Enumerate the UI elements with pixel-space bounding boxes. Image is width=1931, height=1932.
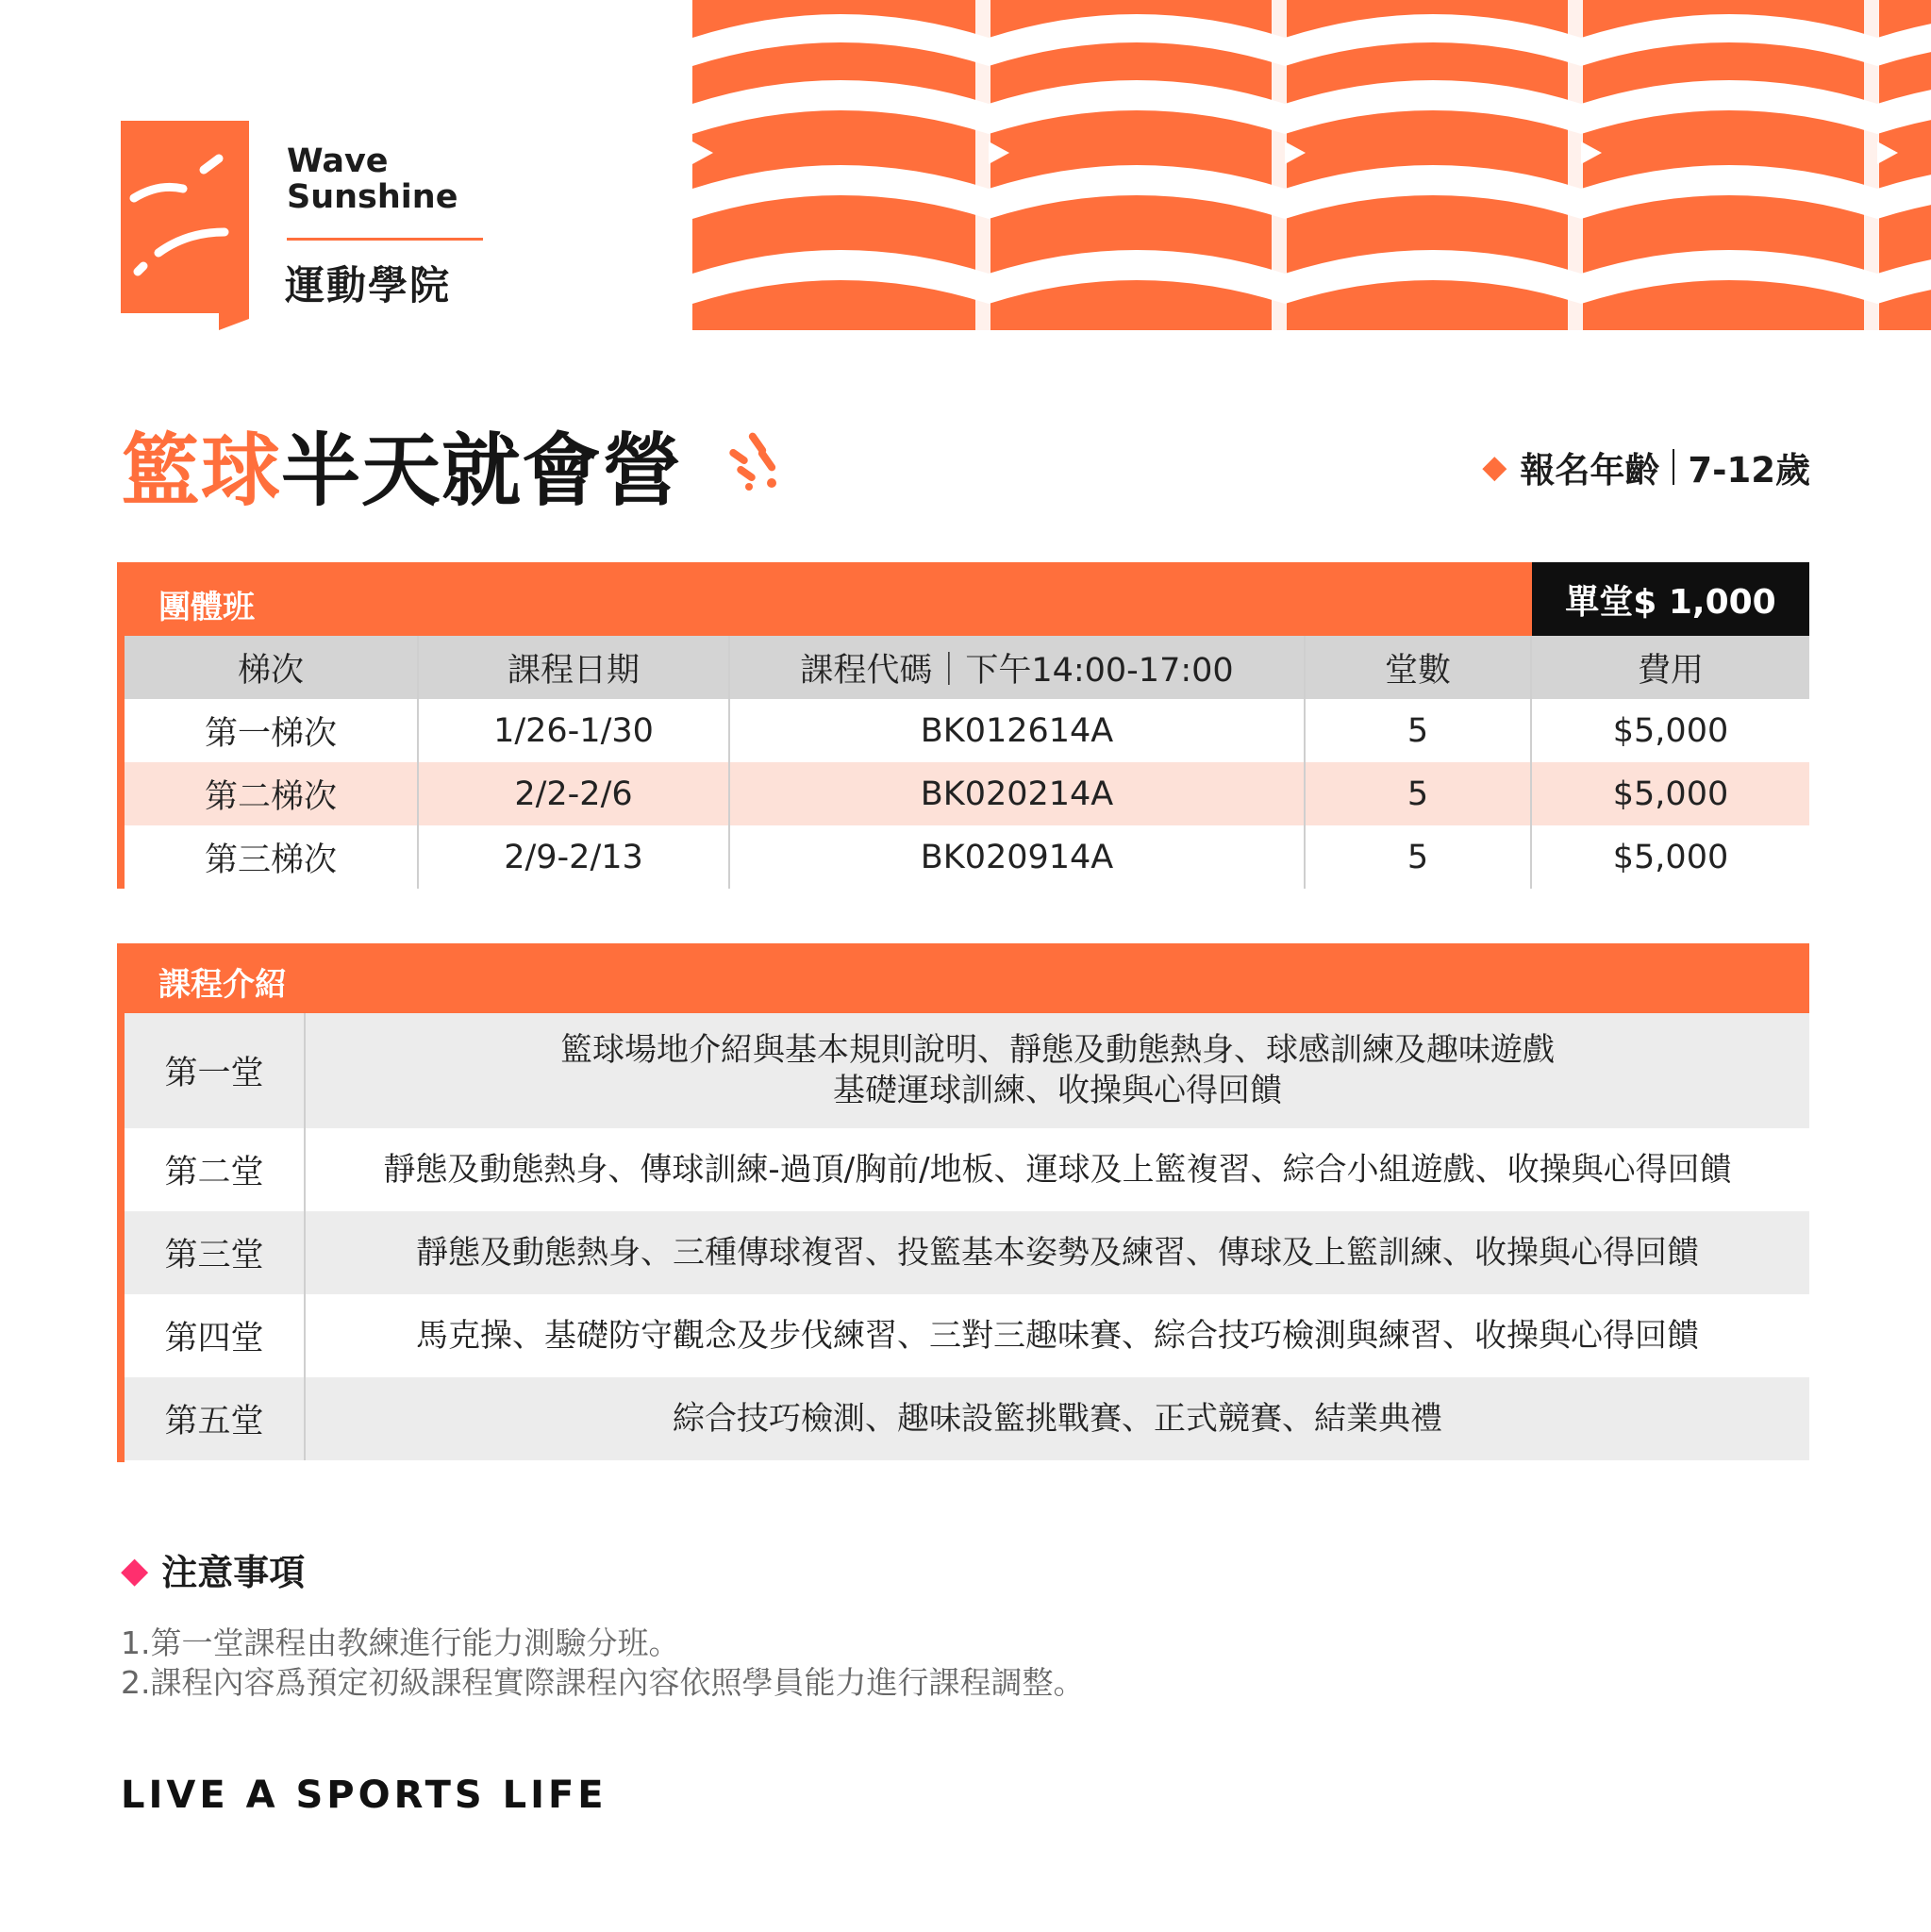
schedule-accent-bar: [117, 562, 125, 889]
session-content: [306, 1211, 1809, 1294]
table-cell: $5,000: [1612, 774, 1729, 813]
notes-title: 注意事項: [161, 1552, 306, 1593]
page-title: [121, 408, 682, 522]
notes-heading: [121, 1543, 305, 1595]
intro-row: [125, 1211, 1809, 1294]
table-cell: 5: [1306, 825, 1532, 889]
column-header: 費用: [1637, 651, 1704, 690]
age-separator: [1673, 449, 1674, 485]
title-highlight: 籃球: [121, 425, 282, 517]
session-line: 馬克操、基礎防守觀念及步伐練習、三對三趣味賽、綜合技巧檢測與練習、收操與心得回饋: [416, 1316, 1699, 1355]
intro-title: 課程介紹: [158, 966, 287, 1004]
table-cell: BK020214A: [730, 762, 1306, 825]
table-cell: BK012614A: [730, 699, 1306, 762]
session-content: [306, 1128, 1809, 1211]
table-cell: 2/2-2/6: [419, 762, 730, 825]
table-row: [125, 699, 1809, 762]
brand-name-line1: Wave: [287, 142, 389, 180]
column-header: 課程代碼｜下午14:00-17:00: [730, 636, 1306, 699]
column-header: 課程日期: [419, 636, 730, 699]
price-per-session: 單堂$ 1,000: [1532, 562, 1809, 636]
sparkle-icon: [726, 432, 789, 491]
column-header: 梯次: [125, 636, 419, 699]
tagline: LIVE A SPORTS LIFE: [121, 1774, 608, 1817]
intro-row: [125, 1377, 1809, 1460]
session-label: 第一堂: [125, 1013, 306, 1128]
brand-name-zh: 運動學院: [285, 262, 452, 308]
session-line: 靜態及動態熱身、三種傳球複習、投籃基本姿勢及練習、傳球及上籃訓練、收操與心得回饋: [416, 1233, 1699, 1272]
session-label: 第四堂: [125, 1294, 306, 1377]
session-line: 綜合技巧檢測、趣味設籃挑戰賽、正式競賽、結業典禮: [673, 1399, 1442, 1438]
brand-divider: [287, 238, 483, 241]
column-header: 堂數: [1306, 636, 1532, 699]
session-label: 第二堂: [125, 1128, 306, 1211]
schedule-header: [117, 562, 1532, 636]
wave-pattern-banner: [692, 0, 1931, 330]
intro-row: [125, 1128, 1809, 1211]
intro-table: [125, 1013, 1809, 1460]
table-cell: BK020914A: [730, 825, 1306, 889]
age-requirement: [1482, 441, 1810, 492]
table-row: [125, 762, 1809, 825]
diamond-icon: ◆: [1482, 448, 1507, 486]
table-cell: 5: [1306, 762, 1532, 825]
session-content: [306, 1294, 1809, 1377]
session-line: 靜態及動態熱身、傳球訓練-過頂/胸前/地板、運球及上籃複習、綜合小組遊戲、收操與心得回饋: [383, 1150, 1732, 1189]
age-value: 7-12歲: [1688, 450, 1810, 491]
intro-row: [125, 1013, 1809, 1128]
session-content: [306, 1377, 1809, 1460]
note-item: 2.課程內容爲預定初級課程實際課程內容依照學員能力進行課程調整。: [121, 1664, 1085, 1701]
brand-name-line2: Sunshine: [287, 178, 458, 216]
table-cell: $5,000: [1612, 838, 1729, 876]
schedule-title: 團體班: [158, 589, 255, 626]
session-line: 基礎運球訓練、收操與心得回饋: [833, 1072, 1282, 1109]
table-cell: 1/26-1/30: [419, 699, 730, 762]
diamond-icon: ◆: [121, 1548, 149, 1591]
table-cell: 5: [1306, 699, 1532, 762]
table-row: [125, 825, 1809, 889]
table-cell: 第一梯次: [125, 699, 419, 762]
title-rest: 半天就會營: [281, 425, 683, 517]
table-cell: 2/9-2/13: [419, 825, 730, 889]
table-cell: $5,000: [1612, 711, 1729, 750]
age-label: 報名年齡: [1520, 450, 1660, 491]
note-item: 1.第一堂課程由教練進行能力測驗分班。: [121, 1624, 680, 1661]
table-cell: 第二梯次: [125, 762, 419, 825]
table-cell: 第三梯次: [125, 825, 419, 889]
intro-header: [117, 943, 1809, 1013]
brand-name-en: [287, 143, 458, 215]
table-header-row: [125, 636, 1809, 699]
session-label: 第五堂: [125, 1377, 306, 1460]
schedule-table: [125, 636, 1809, 889]
intro-accent-bar: [117, 943, 125, 1462]
session-label: 第三堂: [125, 1211, 306, 1294]
wave-sunshine-logo: [121, 121, 249, 330]
intro-row: [125, 1294, 1809, 1377]
session-line: 籃球場地介紹與基本規則說明、靜態及動態熱身、球感訓練及趣味遊戲: [560, 1031, 1555, 1069]
session-content: [306, 1013, 1809, 1128]
